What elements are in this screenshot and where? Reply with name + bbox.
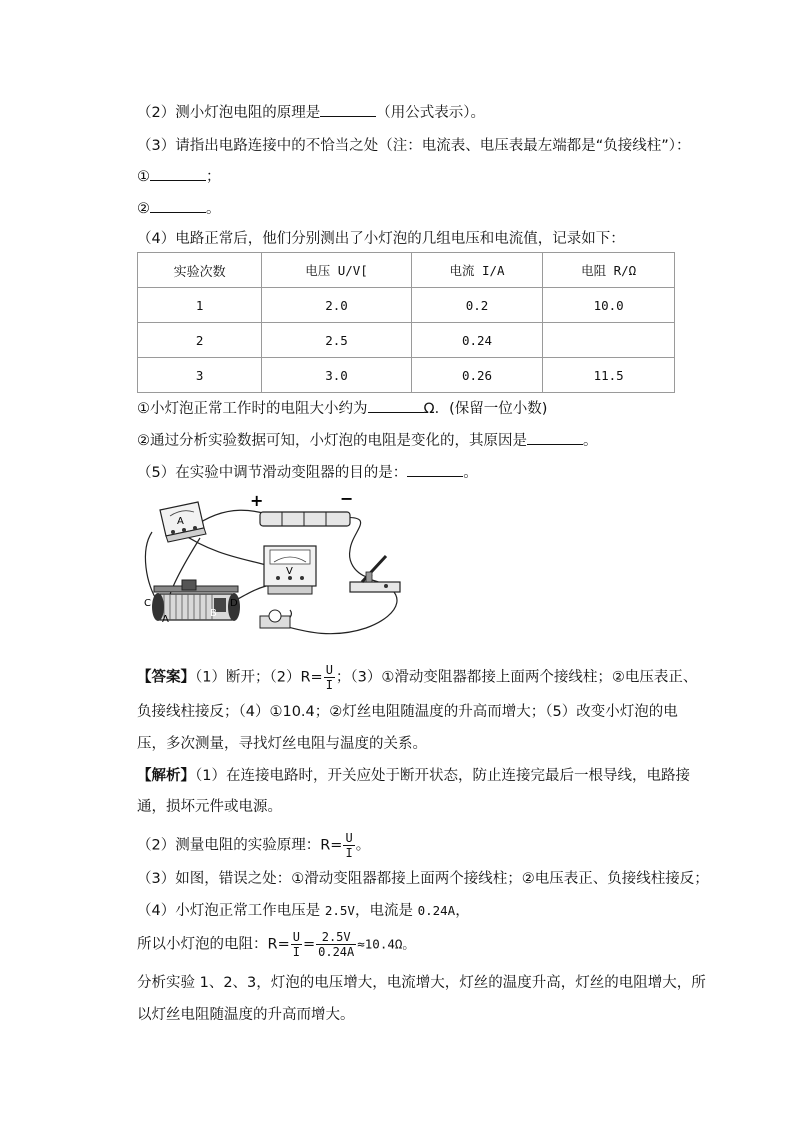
terminal-a-label: A xyxy=(162,614,169,625)
analysis-tag: 【解析】 xyxy=(137,768,195,784)
answer-blank xyxy=(150,198,206,213)
sub-question-suffix: 。 xyxy=(583,433,598,449)
question-5-suffix: 。 xyxy=(463,465,478,481)
switch-icon xyxy=(350,556,400,592)
fraction-denominator: 0.24A xyxy=(318,945,355,959)
fraction-denominator: I xyxy=(325,678,333,692)
fraction-denominator: I xyxy=(292,945,300,959)
question-5-text: （5）在实验中调节滑动变阻器的目的是： xyxy=(137,465,408,481)
formula-fraction xyxy=(343,831,354,860)
table-cell: 11.5 xyxy=(543,358,675,393)
answer-text: （1）断开；（2）R= xyxy=(195,669,323,686)
answer-text: ；（3）①滑动变阻器都接上面两个接线柱；②电压表正、 xyxy=(335,669,698,686)
analysis-text: （2）测量电阻的实验原理：R= xyxy=(137,837,343,854)
question-2 xyxy=(137,102,485,123)
resistance-result: ≈10.4Ω。 xyxy=(357,936,415,952)
table-cell: 2 xyxy=(138,323,262,358)
analysis-line-8: 以灯丝电阻随温度的升高而增大。 xyxy=(137,1007,355,1023)
terminal-d-label: D xyxy=(230,598,238,609)
table-cell: 2.0 xyxy=(262,288,411,323)
fraction-numerator: 2.5V xyxy=(316,930,356,945)
table-header: 电阻 R/Ω xyxy=(543,253,675,288)
item-marker: ② xyxy=(137,201,150,217)
table-cell: 2.5 xyxy=(262,323,411,358)
table-row xyxy=(138,323,675,358)
table-header: 实验次数 xyxy=(138,253,262,288)
analysis-text: 所以小灯泡的电阻：R= xyxy=(137,936,290,953)
voltmeter-label: V xyxy=(286,566,293,577)
sub-question-text: ②通过分析实验数据可知，小灯泡的电阻是变化的，其原因是 xyxy=(137,433,527,449)
answer-line-3: 压，多次测量，寻找灯丝电阻与温度的关系。 xyxy=(137,736,427,752)
table-cell xyxy=(543,323,675,358)
item-end: 。 xyxy=(206,201,221,217)
formula-fraction xyxy=(316,930,356,959)
table-cell: 1 xyxy=(138,288,262,323)
item-marker: ① xyxy=(137,169,150,185)
question-3: （3）请指出电路连接中的不恰当之处（注：电流表、电压表最左端都是“负接线柱”）： xyxy=(137,138,691,154)
answer-blank xyxy=(150,166,206,181)
equals-sign: = xyxy=(302,936,316,953)
circuit-diagram xyxy=(140,490,430,650)
sub-question-text: ①小灯泡正常工作时的电阻大小约为 xyxy=(137,401,368,417)
terminal-b-label: B xyxy=(210,608,217,619)
analysis-line-1 xyxy=(137,766,690,786)
analysis-line-7: 分析实验 1、2、3，灯泡的电压增大，电流增大，灯丝的温度升高，灯丝的电阻增大，所 xyxy=(137,975,706,991)
plus-label: + xyxy=(250,491,264,510)
fraction-numerator: U xyxy=(292,930,300,944)
formula-fraction xyxy=(324,663,335,692)
analysis-line-2: 通，损坏元件或电源。 xyxy=(137,799,282,815)
table-cell: 3 xyxy=(138,358,262,393)
analysis-text: （1）在连接电路时，开关应处于断开状态，防止连接完最后一根导线，电路接 xyxy=(195,768,690,784)
table-header: 电流 I/A xyxy=(411,253,543,288)
question-4: （4）电路正常后，他们分别测出了小灯泡的几组电压和电流值，记录如下： xyxy=(137,231,625,247)
battery-icon xyxy=(260,512,350,526)
analysis-line-5 xyxy=(137,901,470,921)
analysis-line-6 xyxy=(137,930,415,959)
ammeter-label: A xyxy=(177,516,184,527)
voltage-value: 2.5V xyxy=(324,903,355,918)
analysis-line-3 xyxy=(137,831,370,860)
table-header-row xyxy=(138,253,675,288)
answer-line-2: 负接线柱接反；（4）①10.4；②灯丝电阻随温度的升高而增大；（5）改变小灯泡的电 xyxy=(137,704,678,720)
table-cell: 0.2 xyxy=(411,288,543,323)
table-header: 电压 U/V[ xyxy=(262,253,411,288)
analysis-text: ，电流是 xyxy=(354,903,418,919)
formula-fraction xyxy=(291,930,302,959)
answer-blank xyxy=(407,462,463,477)
table-cell: 0.24 xyxy=(411,323,543,358)
fraction-numerator: U xyxy=(345,831,353,845)
question-5 xyxy=(137,462,478,483)
answer-tag: 【答案】 xyxy=(137,669,195,686)
minus-label: − xyxy=(340,490,354,508)
current-value: 0.24A xyxy=(417,903,456,918)
data-table xyxy=(137,252,675,393)
table-cell: 10.0 xyxy=(543,288,675,323)
table-cell: 0.26 xyxy=(411,358,543,393)
answer-blank xyxy=(320,102,376,117)
sub-question-suffix: Ω．(保留一位小数) xyxy=(423,401,548,417)
answer-line-1 xyxy=(137,663,697,692)
terminal-c-label: C xyxy=(144,598,151,609)
analysis-line-4: （3）如图，错误之处：①滑动变阻器都接上面两个接线柱；②电压表正、负接线柱接反； xyxy=(137,871,709,887)
table-row xyxy=(138,288,675,323)
analysis-text: （4）小灯泡正常工作电压是 xyxy=(137,903,325,919)
question-3-item-1 xyxy=(137,166,221,187)
question-2-suffix: （用公式表示）。 xyxy=(376,105,485,121)
question-4-sub-1 xyxy=(137,398,547,419)
item-end: ； xyxy=(206,169,221,185)
fraction-denominator: I xyxy=(345,846,353,860)
answer-blank xyxy=(527,430,583,445)
fraction-numerator: U xyxy=(325,663,333,677)
lamp-icon xyxy=(260,610,290,628)
question-3-item-2 xyxy=(137,198,221,219)
table-row xyxy=(138,358,675,393)
answer-blank xyxy=(368,398,424,413)
analysis-text: 。 xyxy=(355,837,371,854)
question-2-text: （2）测小灯泡电阻的原理是 xyxy=(137,105,321,121)
question-4-sub-2 xyxy=(137,430,598,451)
analysis-text: ， xyxy=(455,903,470,919)
table-cell: 3.0 xyxy=(262,358,411,393)
